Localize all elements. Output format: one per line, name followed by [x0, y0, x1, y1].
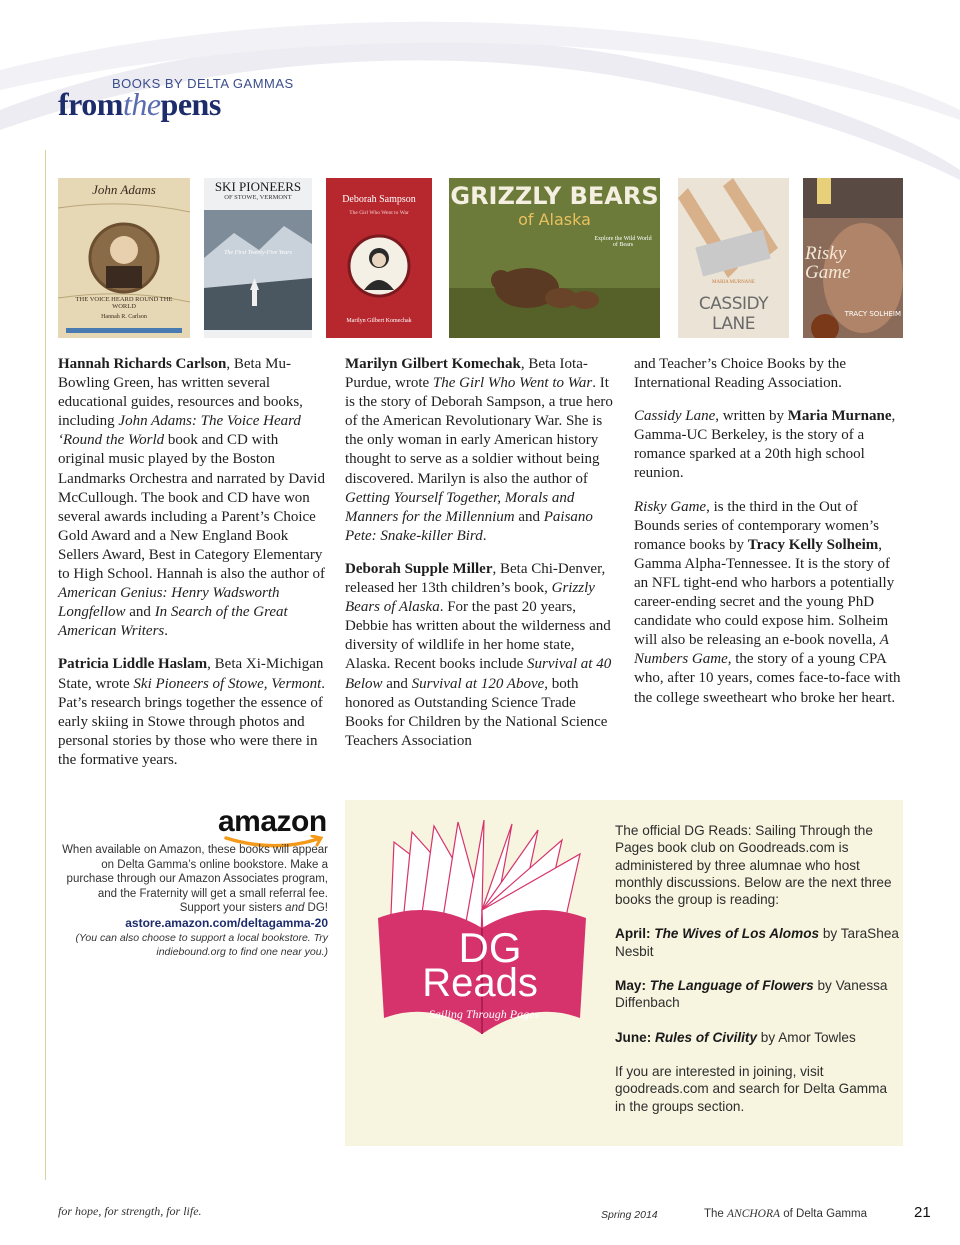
author-name: Deborah Supple Miller: [345, 560, 493, 577]
section-kicker: BOOKS BY DELTA GAMMAS: [112, 76, 294, 91]
article-miller: Deborah Supple Miller, Beta Chi-Denver, released her 13th children’s book, Grizzly Bears of Alaska. For the past 20 years, Debbie has written about the wilderness and diversity of wildlife in her home state, Alaska. Recent books include Survival at 40 Below and Survival at 120 Above, both honored as Outstanding Science Trade Books for Children by the National Science Teachers Association: [345, 560, 612, 749]
section-title: fromthepens: [58, 86, 221, 122]
book-title: Ski Pioneers of Stowe, Vermont: [133, 675, 322, 692]
cover-title: GRIZZLY BEARS: [450, 182, 659, 210]
book-title: American Genius: Henry Wadsworth Longfellow: [58, 585, 280, 621]
amazon-logo: amazon: [218, 805, 327, 838]
cover-author: Hannah R. Carlson: [101, 314, 147, 320]
dg-reads-outro: If you are interested in joining, visit goodreads.com and search for Delta Gamma in the groups section.: [615, 1063, 888, 1114]
cover-title: Risky Game: [805, 243, 851, 283]
deborah-sampson-cover: [326, 178, 432, 338]
amazon-store-link[interactable]: astore.amazon.com/deltagamma-20: [125, 915, 328, 930]
book-title: Grizzly Bears of Alaska: [345, 580, 595, 616]
dg-reads-logo-dg: DG: [458, 924, 522, 971]
cover-title: Deborah Sampson: [342, 194, 416, 205]
dg-reads-pick-june: June: Rules of Civility by Amor Towles: [615, 1029, 856, 1045]
cover-title: CASSIDY LANE: [698, 294, 769, 334]
cover-subtitle: of Alaska: [518, 210, 591, 229]
risky-game-cover: [803, 178, 903, 338]
ski-pioneers-cover: [204, 178, 312, 338]
cover-author: TRACY SOLHEIM: [844, 310, 901, 318]
article-column-2: [345, 355, 615, 765]
page-number: 21: [914, 1204, 931, 1221]
amazon-description: When available on Amazon, these books will appear on Delta Gamma’s online bookstore. Make a purchase through our Amazon Associates program, and the Fraternity will get a small referral fee. Support your sisters and DG!: [62, 844, 328, 915]
cassidy-lane-cover: [678, 178, 789, 338]
pick-title: The Wives of Los Alomos: [654, 926, 820, 942]
footer-magazine-name: The ANCHORA of Delta Gamma: [704, 1208, 867, 1220]
article-haslam: Patricia Liddle Haslam, Beta Xi-Michigan State, wrote Ski Pioneers of Stowe, Vermont. Pat’s research brings together the essence of early skiing in Stowe through photos and personal stories by those who were there in the formative years.: [58, 656, 326, 768]
cover-title: SKI PIONEERS: [214, 179, 302, 194]
author-name: Hannah Richards Carlson: [58, 356, 227, 372]
cover-subtitle: THE VOICE HEARD ROUND THE WORLD: [75, 296, 173, 310]
article-column-3: [634, 355, 904, 722]
footer-motto: for hope, for strength, for life.: [58, 1204, 202, 1218]
dg-reads-intro: The official DG Reads: Sailing Through the Pages book club on Goodreads.com is administered by three alumnae who host monthly discussions. Below are the next three books the group is reading:: [615, 823, 892, 908]
book-title: In Search of the Great American Writers: [58, 604, 288, 640]
dg-reads-logo-tagline: Sailing Through Pages: [428, 1007, 540, 1021]
left-margin-rule: [45, 150, 46, 1180]
cover-title: John Adams: [92, 182, 156, 197]
book-title: John Adams: The Voice Heard ‘Round the World: [58, 413, 301, 449]
author-name: Maria Murnane: [787, 408, 892, 425]
cover-subtitle: The Girl Who Went to War: [349, 210, 409, 216]
footer-season: Spring 2014: [601, 1209, 658, 1221]
book-title: A Numbers Game: [634, 632, 889, 668]
cover-author: Marilyn Gilbert Komechak: [346, 318, 412, 324]
amazon-info: [62, 843, 328, 960]
book-title: Getting Yourself Together, Morals and Manners for the Millennium: [345, 489, 575, 525]
article-komechak: Marilyn Gilbert Komechak, Beta Iota-Purdue, wrote The Girl Who Went to War. It is the story of Deborah Sampson, a true hero of the American Revolutionary War. She is the only woman in early American history thought to serve as a soldier without being discovered. Marilyn is also the author of Getting Yourself Together, Morals and Manners for the Millennium and Paisano Pete: Snake-killer Bird.: [345, 356, 613, 544]
john-adams-cover: [58, 178, 190, 338]
article-carlson: Hannah Richards Carlson, Beta Mu-Bowling Green, has written several educational guides, resources and books, including John Adams: The Voice Heard ‘Round the World book and CD with original music played by the Boston Landmarks Orchestra and narrated by David McCullough. The book and CD have won several awards including a Parent’s Choice Gold Award and a New England Book Sellers Award, Best in Category Elementary to High School. Hannah is also the author of American Genius: Henry Wadsworth Longfellow and In Search of the Great American Writers.: [58, 356, 326, 640]
book-title: Survival at 40 Below: [345, 656, 612, 692]
dg-reads-pick-may: May: The Language of Flowers by Vanessa Diffenbach: [615, 978, 888, 1011]
dg-reads-logo-reads: Reads: [422, 961, 538, 1005]
cover-author: MARIA MURNANE: [712, 280, 755, 285]
dg-reads-info: [615, 822, 900, 1132]
book-title: Survival at 120 Above: [411, 675, 545, 692]
cover-tagline: Explore the Wild World of Bears: [594, 236, 652, 248]
amazon-note: (You can also choose to support a local bookstore. Try indiebound.org to find one near you.): [75, 931, 328, 959]
book-title: Paisano Pete: Snake-killer Bird: [345, 508, 593, 544]
grizzly-bears-cover: [449, 178, 660, 338]
article-miller-continued: and Teacher’s Choice Books by the International Reading Association.: [634, 356, 847, 392]
author-name: Tracy Kelly Solheim: [747, 536, 879, 553]
article-column-1: [58, 355, 328, 784]
book-title: Cassidy Lane: [634, 408, 716, 425]
author-name: Patricia Liddle Haslam: [58, 656, 208, 673]
cover-subtitle: OF STOWE, VERMONT: [224, 194, 292, 201]
pick-title: Rules of Civility: [655, 1029, 758, 1045]
cover-subtitle-2: The First Twenty-Five Years: [224, 250, 292, 256]
article-solheim: Risky Game, is the third in the Out of Bounds series of contemporary women’s romance books by Tracy Kelly Solheim, Gamma Alpha-Tennessee. It is the story of an NFL tight-end who harbors a potentially career-ending secret and the young PhD candidate who could expose him. Solheim will also be releasing an e-book novella, A Numbers Game, the story of a young CPA who, after 10 years, comes face-to-face with the college sweetheart who broke her heart.: [634, 498, 901, 706]
book-title: The Girl Who Went to War: [432, 375, 593, 392]
pick-title: The Language of Flowers: [649, 978, 814, 994]
author-name: Marilyn Gilbert Komechak: [345, 356, 521, 372]
dg-reads-logo: [372, 820, 594, 1045]
dg-reads-pick-april: April: The Wives of Los Alomos by TaraShea Nesbit: [615, 926, 899, 959]
book-title: Risky Game: [634, 498, 707, 515]
article-murnane: Cassidy Lane, written by Maria Murnane, Gamma-UC Berkeley, is the story of a romance sparked at a 20th high school reunion.: [634, 408, 896, 482]
